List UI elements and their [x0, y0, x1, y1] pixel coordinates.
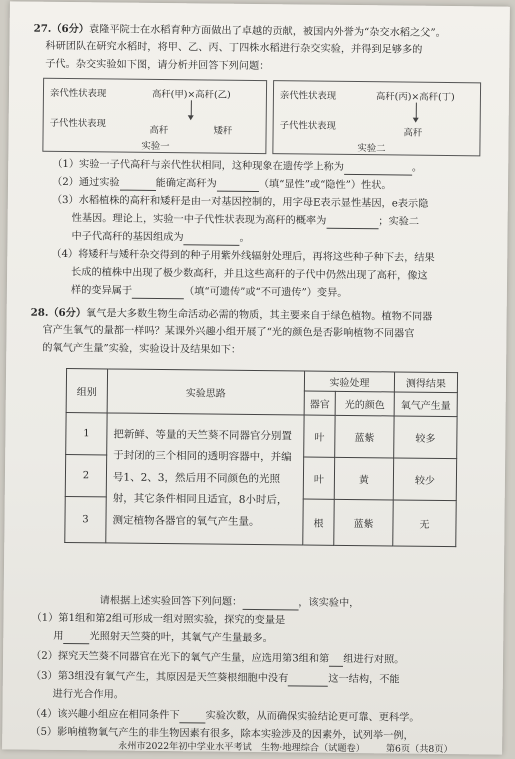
q28-sub1-line2: 用 光照射天竺葵的叶，其氧气产生量最多。	[53, 630, 273, 645]
q28-sub3-line2: 进行光合作用。	[52, 688, 125, 701]
q27-sub3-line3: 中子代高秆的基因组成为 。	[71, 231, 250, 244]
exp1-parent-cross: 高秆(甲)×高秆(乙)	[151, 88, 231, 101]
oxygen-cell: 较少	[393, 458, 456, 501]
exp2-parent-label: 亲代性状表现	[279, 90, 337, 102]
q27-sub2: （2）通过实验 能确定高秆为 （填“显性”或“隐性”）性状。	[51, 176, 392, 192]
q28-sub5-line1: （5）影响植物氧气产生的非生物因素有很多，除本实验涉及的因素外，试列举一例，	[30, 726, 414, 742]
answer-blank[interactable]	[242, 598, 298, 611]
header-oxygen: 氧气产生量	[394, 392, 457, 417]
oxygen-cell: 无	[393, 500, 456, 547]
exp1-child-tall: 高秆	[149, 124, 169, 137]
oxygen-cell: 较多	[394, 416, 457, 459]
q28-intro-line3: 的氧气产生量”实验，实验设计及结果如下：	[42, 342, 242, 356]
group-number: 2	[65, 455, 106, 497]
light-cell: 蓝紫	[335, 415, 394, 458]
header-treatment: 实验处理	[304, 371, 394, 392]
q28-prompt: 请根据上述实验回答下列问题： ，该实验中，	[99, 595, 360, 610]
answer-blank[interactable]	[288, 674, 328, 686]
exp2-name: 实验二	[357, 143, 386, 155]
organ-cell: 叶	[304, 415, 335, 457]
exp2-child-tall: 高秆	[403, 127, 423, 139]
exp1-name: 实验一	[141, 140, 170, 153]
q28-sub2: （2）探究天竺葵不同器官在光下的氧气产生量，应选用第3组和第 组进行对照。	[31, 650, 405, 666]
header-organ: 器官	[304, 391, 335, 415]
exp2-parent-cross: 高秆(丙)×高秆(丁)	[375, 91, 455, 104]
exp1-child-label: 子代性状表现	[49, 117, 106, 130]
q27-intro-line1: 27.（6分）袁隆平院士在水稻育种方面做出了卓越的贡献，被国内外誉为“杂交水稻之父”。	[33, 22, 446, 39]
answer-blank[interactable]	[183, 233, 239, 246]
organ-cell: 根	[303, 499, 334, 545]
q27-sub4-line3: 样的变异属于 （填“可遗传”或“不可遗传”）变异。	[70, 285, 348, 299]
light-cell: 蓝紫	[334, 499, 393, 546]
experiment-two-box	[272, 80, 481, 156]
exp1-child-short: 矮秆	[213, 125, 233, 137]
header-group: 组别	[66, 369, 107, 413]
exp1-arrow-icon	[191, 100, 192, 116]
answer-blank[interactable]	[179, 711, 205, 723]
q28-sub4: （4）该兴趣小组应在相同条件下 实验次数，从而确保实验结论更可靠、更科学。	[30, 708, 420, 724]
exp2-arrow-icon	[416, 103, 417, 119]
q27-sub4-line2: 长成的植株中出现了极少数高秆，并且这些高秆的子代中仍然出现了高秆，像这	[71, 267, 428, 282]
header-light-color: 光的颜色	[335, 391, 394, 416]
group-number: 3	[65, 497, 106, 543]
q27-sub3-line1: （3）水稻植株的高秆和矮秆是由一对基因控制的，用字母E表示显性基因，e表示隐	[51, 194, 429, 210]
header-design: 实验思路	[107, 369, 304, 415]
experiment-table	[64, 368, 458, 547]
q27-intro-line2: 科研团队在研究水稻时，将甲、乙、丙、丁四株水稻进行杂交实验，并得到足够多的	[45, 40, 423, 56]
page-footer: 永州市2022年初中学业水平考试 生物·地理综合（试题卷） 第6页（共8页）	[118, 740, 453, 755]
organ-cell: 叶	[303, 457, 334, 499]
q27-sub3-line2: 性基因。理论上，实验一中子代性状表现为高秆的概率为 ；实验二	[71, 213, 420, 228]
q28-sub1-line1: （1）第1组和第2组可形成一组对照实验，探究的变量是	[31, 612, 286, 627]
answer-blank[interactable]	[120, 179, 156, 191]
answer-blank[interactable]	[132, 287, 184, 300]
answer-blank[interactable]	[326, 217, 378, 230]
experiment-one-box	[42, 78, 267, 154]
q28-intro-line1: 28.（6分）氧气是大多数生物生命活动必需的物质，其主要来自于绿色植物。植物不同器	[30, 306, 433, 323]
answer-blank[interactable]	[63, 632, 89, 644]
answer-blank[interactable]	[329, 655, 343, 667]
group-number: 1	[66, 413, 107, 455]
q27-sub4-line1: （4）将矮秆与矮秆杂交得到的种子用紫外线辐射处理后，再将这些种子种下去，结果	[51, 248, 435, 264]
answer-blank[interactable]	[217, 180, 259, 192]
q28-intro-line2: 官产生氧气的量都一样吗？某课外兴趣小组开展了“光的颜色是否影响植物不同器官	[42, 324, 415, 340]
exp1-parent-label: 亲代性状表现	[49, 87, 107, 100]
design-description: 把新鲜、等量的天竺葵不同器官分别置于封闭的三个相同的透明容器中，并编号1、2、3，然后用不同颜色的光照射，其它条件相同且适宜，8小时后，测定植物各器官的氧气产生量。	[106, 413, 304, 545]
light-cell: 黄	[334, 457, 393, 500]
q27-intro-line3: 子代。杂交实验如下图，请分析并回答下列问题：	[45, 58, 270, 73]
q28-sub3-line1: （3）第3组没有氧气产生，其原因是天竺葵根细胞中没有 这一结构，不能	[30, 670, 400, 686]
exam-page	[2, 1, 510, 754]
q27-sub1: （1）实验一子代高秆与亲代性状相同，这种现象在遗传学上称为 。	[52, 158, 423, 174]
exp2-child-label: 子代性状表现	[279, 120, 336, 132]
header-result: 测得结果	[394, 372, 457, 393]
answer-blank[interactable]	[344, 163, 412, 176]
